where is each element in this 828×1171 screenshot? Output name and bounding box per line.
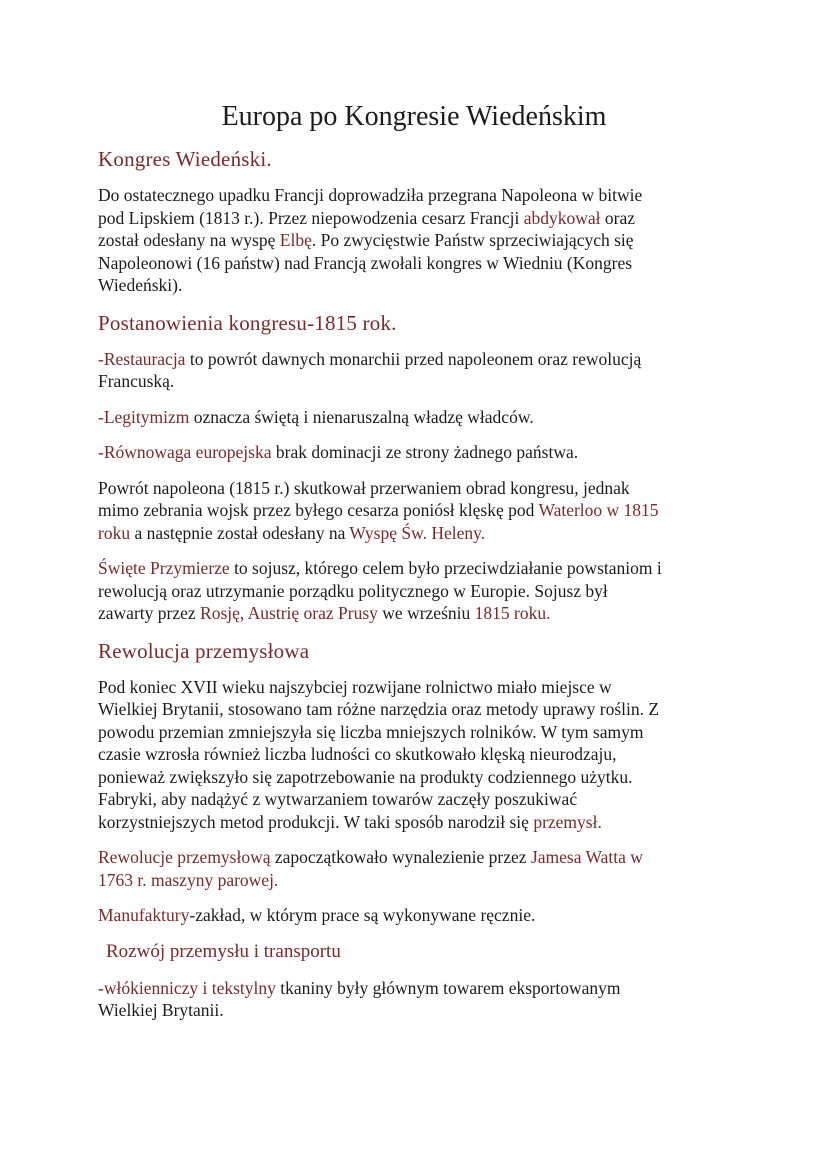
highlighted-term: 1763 r. maszyny parowej. [98,869,279,890]
text-line [98,811,730,834]
text-line [98,788,730,811]
highlighted-term: -włókienniczy i tekstylny [98,977,276,998]
text-run: oznacza świętą i nienaruszalną władzę władców. [189,406,534,427]
text-run: Powrót napoleona (1815 r.) skutkował przerwaniem obrad kongresu, jednak [98,477,630,498]
highlighted-term: Postanowienia kongresu-1815 rok. [98,310,397,335]
text-line [106,940,730,964]
text-run: -zakład, w którym prace są wykonywane ręcznie. [189,905,536,925]
text-run: brak dominacji ze strony żadnego państwa. [271,442,579,462]
highlighted-term: Rewolucje przemysłową [98,847,271,867]
text-line [98,602,730,625]
highlighted-term: -Równowaga europejska [98,442,272,462]
subheading [98,940,730,964]
text-line [98,252,730,275]
text-run: mimo zebrania wojsk przez byłego cesarza poniósł klęskę pod [98,500,539,520]
highlighted-term: Święte Przymierze [98,558,230,578]
text-run: zapoczątkowało wynalezienie przez [270,847,531,867]
text-line [98,274,730,297]
heading [98,310,730,336]
highlighted-term: przemysł. [533,811,602,832]
document-body [98,146,730,1022]
text-line [98,522,730,545]
highlighted-term: Manufaktury [98,905,190,925]
text-run: to sojusz, którego celem było przeciwdziałanie powstaniom i [229,558,662,578]
text-line [98,846,730,869]
text-line [98,721,730,744]
text-line [98,580,730,603]
paragraph [98,477,730,545]
text-run: pod Lipskiem (1813 r.). Przez niepowodzenia cesarz Francji [98,207,524,228]
paragraph [98,441,730,464]
paragraph [98,557,730,625]
text-run: czasie wzrosła również liczba ludności co skutkowało klęską nieurodzaju, [98,744,617,764]
highlighted-term: Jamesa Watta w [530,847,643,867]
document-title: Europa po Kongresie Wiedeńskim [221,101,607,132]
text-run: oraz [600,207,635,228]
highlighted-term: abdykował [523,207,601,228]
text-line [98,229,730,252]
text-run: rewolucją oraz utrzymanie porządku politycznego w Europie. Sojusz był [98,580,608,601]
text-run: Pod koniec XVII wieku najszybciej rozwijane rolnictwo miało miejsce w [98,676,612,697]
highlighted-term: Rozwój przemysłu i transportu [106,940,341,962]
text-line [98,184,730,207]
text-run: Wielkiej Brytanii, stosowano tam różne narzędzia oraz metody uprawy roślin. Z [98,699,660,719]
paragraph [98,348,730,393]
highlighted-term: roku [98,522,131,543]
text-line [98,499,730,522]
text-line [98,406,730,429]
highlighted-term: -Legitymizm [98,406,190,427]
text-line [98,904,730,927]
paragraph [98,406,730,429]
text-line [98,766,730,789]
highlighted-term: Wyspę Św. Heleny. [349,522,486,543]
highlighted-term: Rewolucja przemysłowa [98,638,310,663]
highlighted-term: Rosję, Austrię oraz Prusy [200,603,378,623]
text-run: a następnie został odesłany na [130,522,350,543]
text-run: powodu przemian zmniejszyła się liczba mniejszych rolników. W tym samym [98,721,644,742]
highlighted-term: 1815 roku. [474,603,551,623]
paragraph [98,676,730,834]
paragraph [98,184,730,297]
text-run: tkaniny były głównym towarem eksportowanym [275,977,621,998]
heading [98,638,730,664]
text-line [98,441,730,464]
text-line [98,146,730,172]
text-line [98,477,730,500]
text-run: Napoleonowi (16 państw) nad Francją zwołali kongres w Wiedniu (Kongres [98,252,633,273]
text-line [98,370,730,393]
text-run: Wielkiej Brytanii. [98,1000,224,1020]
text-line [98,207,730,230]
text-run: to powrót dawnych monarchii przed napoleonem oraz rewolucją [185,348,642,369]
paragraph [98,904,730,927]
highlighted-term: Waterloo w 1815 [538,500,659,520]
paragraph [98,846,730,891]
text-line [98,743,730,766]
text-run: Francuską. [98,371,175,391]
text-line [98,977,730,1000]
text-line [98,999,730,1022]
text-run: . Po zwycięstwie Państw sprzeciwiających się [311,230,634,250]
text-line [98,310,730,336]
text-run: zawarty przez [98,603,201,623]
highlighted-term: Kongres Wiedeński. [98,147,272,171]
text-run: Do ostatecznego upadku Francji doprowadziła przegrana Napoleona w bitwie [98,185,643,205]
highlighted-term: -Restauracja [98,348,186,369]
text-line [98,348,730,371]
paragraph [98,977,730,1022]
text-run: ponieważ zwiększyło się zapotrzebowanie na produkty codziennego użytku. [98,766,633,787]
text-run: Wiedeński). [98,275,183,295]
text-line [98,869,730,892]
text-line [98,557,730,580]
text-line [98,638,730,664]
text-line [98,676,730,699]
highlighted-term: Elbę [279,230,312,250]
text-line [98,698,730,721]
text-run: Fabryki, aby nadążyć z wytwarzaniem towarów zaczęły poszukiwać [98,789,578,809]
text-run: korzystniejszych metod produkcji. W taki sposób narodził się [98,811,534,832]
text-run: we wrześniu [377,603,475,623]
heading [98,146,730,172]
text-run: został odesłany na wyspę [98,230,280,250]
